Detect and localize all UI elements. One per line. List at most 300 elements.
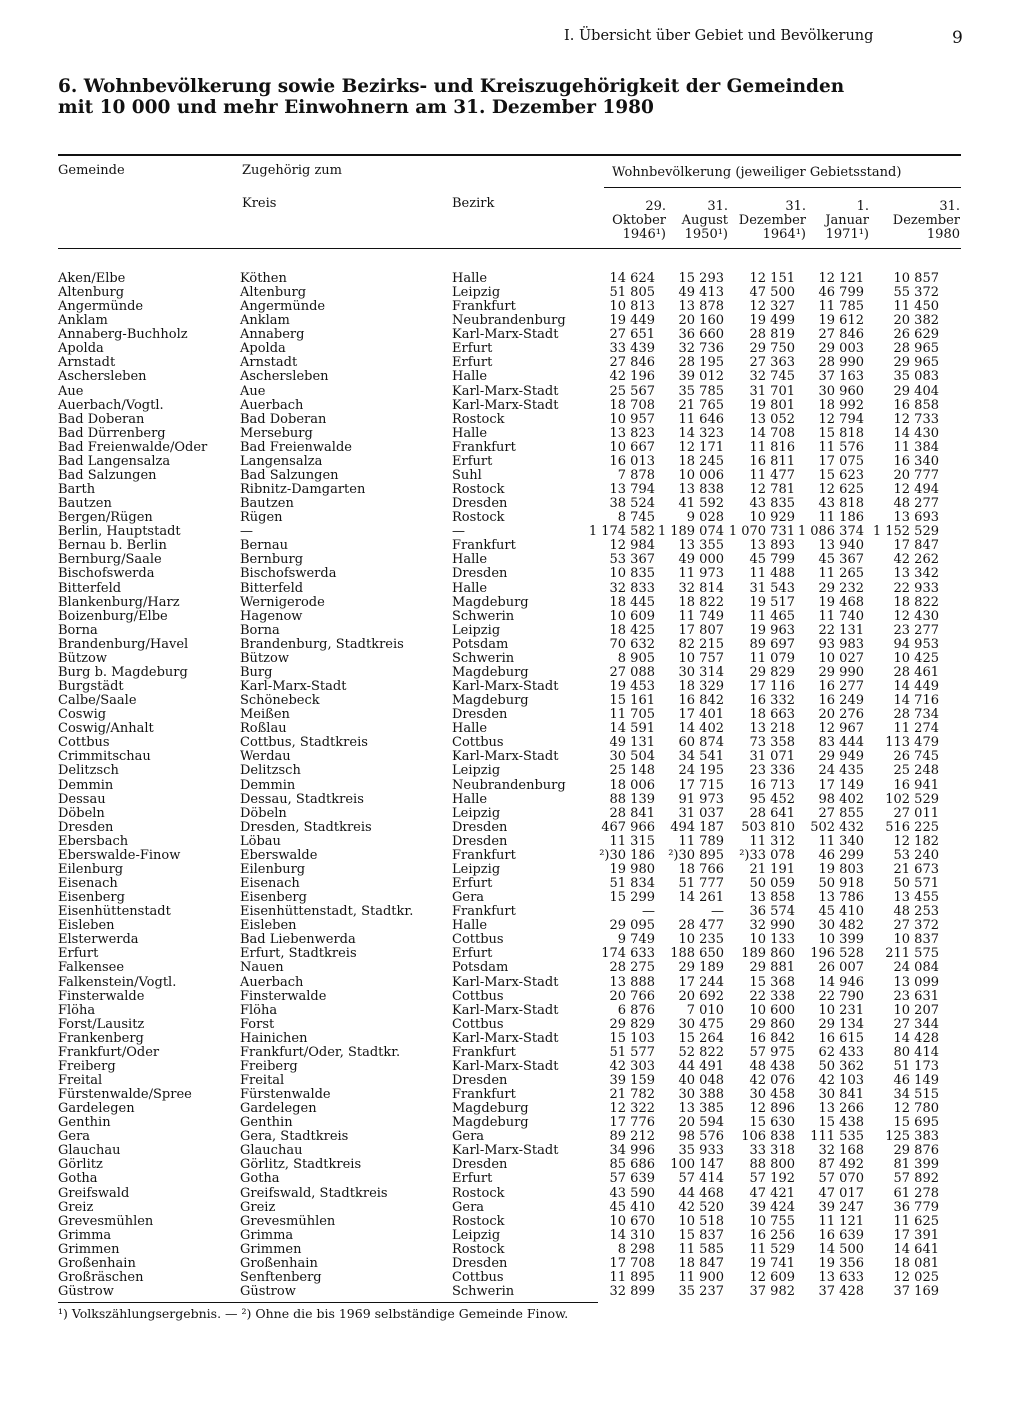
title-line-2: mit 10 000 und mehr Einwohnern am 31. Dezember 1980 <box>58 97 654 118</box>
cell-1964: 15 630 <box>749 1115 795 1131</box>
cell-1964: 32 990 <box>749 918 795 934</box>
cell-1971: 11 186 <box>818 510 864 526</box>
cell-1980: 14 641 <box>893 1241 939 1257</box>
cell-1964: 30 458 <box>749 1087 795 1103</box>
cell-gemeinde: Eberswalde-Finow <box>58 847 181 863</box>
cell-bezirk: Rostock <box>452 482 505 498</box>
cell-1971: 14 500 <box>818 1241 864 1257</box>
cell-1971: 87 492 <box>818 1157 864 1173</box>
cell-bezirk: Dresden <box>452 496 508 512</box>
header-bezirk: Bezirk <box>452 196 495 211</box>
cell-1971: 111 535 <box>810 1129 864 1145</box>
table-row <box>0 990 1024 1004</box>
cell-bezirk: Leipzig <box>452 285 501 301</box>
cell-1950: 1 189 074 <box>657 524 724 540</box>
cell-1971: 20 276 <box>818 707 864 723</box>
cell-kreis: Görlitz, Stadtkreis <box>240 1157 362 1173</box>
cell-gemeinde: Demmin <box>58 777 114 793</box>
cell-1950: 49 000 <box>678 552 724 568</box>
cell-1946: 18 445 <box>609 594 655 610</box>
cell-kreis: Rügen <box>240 510 283 526</box>
cell-1980: 125 383 <box>885 1129 939 1145</box>
cell-1980: 34 515 <box>893 1087 939 1103</box>
cell-gemeinde: Freiberg <box>58 1058 116 1074</box>
header-year-1971: 1. Januar 1971¹) <box>825 199 869 242</box>
cell-1946: 28 841 <box>609 805 655 821</box>
cell-bezirk: Erfurt <box>452 876 493 891</box>
cell-1946: 39 159 <box>609 1072 655 1088</box>
cell-gemeinde: Gardelegen <box>58 1101 135 1117</box>
table-row <box>0 947 1024 961</box>
cell-1950: 35 933 <box>678 1143 724 1159</box>
cell-1946: 467 966 <box>601 819 655 835</box>
header-bottom-rule <box>58 248 961 249</box>
cell-1964: 1 070 731 <box>728 524 795 540</box>
cell-1950: 7 010 <box>686 1002 724 1018</box>
cell-1950: 52 822 <box>678 1044 724 1060</box>
cell-1980: 18 081 <box>893 1255 939 1271</box>
cell-1980: 23 631 <box>893 988 939 1004</box>
cell-bezirk: Suhl <box>452 467 482 483</box>
table-row <box>0 779 1024 793</box>
cell-1946: 16 013 <box>609 453 655 469</box>
cell-gemeinde: Crimmitschau <box>58 749 151 765</box>
cell-gemeinde: Grimmen <box>58 1241 120 1257</box>
cell-1980: 29 404 <box>893 383 939 399</box>
cell-bezirk: Erfurt <box>452 946 493 962</box>
cell-1946: 28 275 <box>609 960 655 976</box>
cell-1946: 6 876 <box>617 1002 655 1018</box>
cell-1946: 25 567 <box>609 383 655 399</box>
cell-1980: 10 425 <box>893 650 939 666</box>
cell-gemeinde: Eilenburg <box>58 861 124 877</box>
cell-1946: 29 095 <box>609 918 655 934</box>
cell-1950: 29 189 <box>678 960 724 976</box>
cell-1950: 30 475 <box>678 1016 724 1032</box>
table-row <box>0 821 1024 835</box>
cell-kreis: — <box>240 524 253 540</box>
cell-1946: 89 212 <box>609 1129 655 1145</box>
cell-1946: 21 782 <box>609 1087 655 1103</box>
cell-1950: 51 777 <box>678 876 724 891</box>
cell-1980: 57 892 <box>893 1171 939 1187</box>
cell-gemeinde: Bad Langensalza <box>58 453 171 469</box>
cell-1946: 53 367 <box>609 552 655 568</box>
cell-kreis: Borna <box>240 622 280 638</box>
cell-kreis: Eberswalde <box>240 847 318 863</box>
cell-1964: 27 363 <box>749 355 795 371</box>
cell-gemeinde: Burg b. Magdeburg <box>58 664 188 680</box>
cell-1971: 39 247 <box>818 1199 864 1215</box>
cell-1950: 20 692 <box>678 988 724 1004</box>
cell-1980: 13 099 <box>893 974 939 990</box>
cell-1964: 21 191 <box>749 861 795 877</box>
cell-gemeinde: Arnstadt <box>58 355 116 371</box>
cell-kreis: Bad Freienwalde <box>240 439 352 455</box>
table-row <box>0 413 1024 427</box>
cell-1964: 13 858 <box>749 890 795 906</box>
cell-1964: 31 071 <box>749 749 795 765</box>
cell-1950: 44 468 <box>678 1185 724 1201</box>
cell-1980: 20 777 <box>893 467 939 483</box>
cell-1946: ²)30 186 <box>599 847 655 863</box>
cell-bezirk: Potsdam <box>452 636 509 652</box>
cell-1971: 22 131 <box>818 622 864 638</box>
cell-1964: 50 059 <box>749 876 795 891</box>
cell-1946: 10 609 <box>609 608 655 624</box>
cell-1946: 51 834 <box>609 876 655 891</box>
cell-1971: 13 633 <box>818 1269 864 1285</box>
cell-gemeinde: Frankenberg <box>58 1030 144 1046</box>
cell-1950: ²)30 895 <box>668 847 724 863</box>
table-row <box>0 427 1024 441</box>
table-row <box>0 596 1024 610</box>
table-row <box>0 905 1024 919</box>
cell-gemeinde: Brandenburg/Havel <box>58 636 189 652</box>
cell-1946: 88 139 <box>609 791 655 807</box>
cell-kreis: Aue <box>240 383 266 399</box>
cell-1964: 29 881 <box>749 960 795 976</box>
cell-1950: 28 195 <box>678 355 724 371</box>
cell-1971: 1 086 374 <box>797 524 864 540</box>
cell-1964: 88 800 <box>749 1157 795 1173</box>
header-year-1946: 29. Oktober 1946¹) <box>612 199 666 242</box>
cell-gemeinde: Großräschen <box>58 1269 144 1285</box>
cell-kreis: Glauchau <box>240 1143 303 1159</box>
header-wohnbevoelkerung: Wohnbevölkerung (jeweiliger Gebietsstand) <box>612 165 902 180</box>
cell-bezirk: Schwerin <box>452 650 515 666</box>
cell-1964: 18 663 <box>749 707 795 723</box>
cell-1964: 11 488 <box>749 566 795 582</box>
cell-kreis: Flöha <box>240 1002 278 1018</box>
cell-bezirk: Cottbus <box>452 988 504 1004</box>
cell-1980: 26 629 <box>893 327 939 343</box>
cell-1946: 34 996 <box>609 1143 655 1159</box>
cell-1971: 30 482 <box>818 918 864 934</box>
cell-gemeinde: Barth <box>58 482 96 498</box>
cell-1971: 16 249 <box>818 693 864 709</box>
cell-gemeinde: Eisenhüttenstadt <box>58 904 171 920</box>
cell-1971: 30 841 <box>818 1087 864 1103</box>
table-row <box>0 1032 1024 1046</box>
table-row <box>0 919 1024 933</box>
cell-1980: 11 274 <box>893 721 939 737</box>
cell-1946: 18 006 <box>609 777 655 793</box>
cell-1946: 33 439 <box>609 341 655 357</box>
cell-kreis: Cottbus, Stadtkreis <box>240 735 368 751</box>
cell-1971: 17 075 <box>818 453 864 469</box>
cell-1971: 19 468 <box>818 594 864 610</box>
cell-kreis: Aschersleben <box>240 369 329 385</box>
cell-bezirk: Frankfurt <box>452 299 516 315</box>
cell-bezirk: Frankfurt <box>452 538 516 554</box>
cell-1950: 36 660 <box>678 327 724 343</box>
cell-1980: 26 745 <box>893 749 939 765</box>
cell-1964: 33 318 <box>749 1143 795 1159</box>
table-row <box>0 1201 1024 1215</box>
table-row <box>0 835 1024 849</box>
cell-1971: 42 103 <box>818 1072 864 1088</box>
cell-gemeinde: Eisenberg <box>58 890 125 906</box>
cell-gemeinde: Bad Freienwalde/Oder <box>58 439 208 455</box>
cell-1964: 95 452 <box>749 791 795 807</box>
cell-1950: 98 576 <box>678 1129 724 1145</box>
cell-1971: 19 612 <box>818 313 864 329</box>
table-row <box>0 1018 1024 1032</box>
cell-bezirk: Karl-Marx-Stadt <box>452 1058 559 1074</box>
cell-1964: 48 438 <box>749 1058 795 1074</box>
cell-1971: 28 990 <box>818 355 864 371</box>
cell-kreis: Auerbach <box>240 397 304 413</box>
header-year-1950: 31. August 1950¹) <box>681 199 728 242</box>
cell-1950: 16 842 <box>678 693 724 709</box>
table-row <box>0 877 1024 891</box>
cell-1964: 13 052 <box>749 411 795 427</box>
cell-1964: 12 151 <box>749 271 795 286</box>
cell-kreis: Hainichen <box>240 1030 308 1046</box>
cell-bezirk: Rostock <box>452 1241 505 1257</box>
cell-1950: 17 244 <box>678 974 724 990</box>
cell-1971: 30 960 <box>818 383 864 399</box>
cell-1950: 10 757 <box>678 650 724 666</box>
cell-1950: 10 518 <box>678 1213 724 1229</box>
cell-1980: 516 225 <box>885 819 939 835</box>
cell-1950: 60 874 <box>678 735 724 751</box>
cell-1980: 14 430 <box>893 425 939 441</box>
cell-1950: 35 785 <box>678 383 724 399</box>
cell-kreis: Frankfurt/Oder, Stadtkr. <box>240 1044 401 1060</box>
cell-gemeinde: Angermünde <box>58 299 144 315</box>
cell-bezirk: Rostock <box>452 1213 505 1229</box>
cell-bezirk: Rostock <box>452 510 505 526</box>
cell-1950: 14 402 <box>678 721 724 737</box>
cell-bezirk: Karl-Marx-Stadt <box>452 1030 559 1046</box>
header-subrule <box>604 187 961 188</box>
cell-gemeinde: Bad Dürrenberg <box>58 425 166 441</box>
table-row <box>0 1144 1024 1158</box>
cell-1980: 12 733 <box>893 411 939 427</box>
cell-1946: 17 708 <box>609 1255 655 1271</box>
header-gemeinde: Gemeinde <box>58 163 125 178</box>
cell-bezirk: Frankfurt <box>452 904 516 920</box>
cell-kreis: Dessau, Stadtkreis <box>240 791 364 807</box>
cell-1946: 13 794 <box>609 482 655 498</box>
cell-1946: 19 449 <box>609 313 655 329</box>
cell-1980: 10 857 <box>893 271 939 286</box>
cell-gemeinde: Flöha <box>58 1002 96 1018</box>
cell-1950: 14 261 <box>678 890 724 906</box>
cell-1964: 31 701 <box>749 383 795 399</box>
cell-bezirk: Rostock <box>452 411 505 427</box>
cell-gemeinde: Cottbus <box>58 735 110 751</box>
cell-1980: 53 240 <box>893 847 939 863</box>
cell-kreis: Greiz <box>240 1199 276 1215</box>
cell-1964: 36 574 <box>749 904 795 920</box>
cell-gemeinde: Anklam <box>58 313 108 329</box>
cell-1964: 12 327 <box>749 299 795 315</box>
cell-gemeinde: Dresden <box>58 819 114 835</box>
cell-1964: 17 116 <box>749 679 795 695</box>
cell-1971: 83 444 <box>818 735 864 751</box>
cell-1971: 43 818 <box>818 496 864 512</box>
cell-gemeinde: Bergen/Rügen <box>58 510 153 526</box>
cell-1980: 12 430 <box>893 608 939 624</box>
cell-1950: 11 585 <box>678 1241 724 1257</box>
cell-1980: 10 837 <box>893 932 939 948</box>
cell-1964: 39 424 <box>749 1199 795 1215</box>
table-title <box>58 76 958 118</box>
cell-1950: 18 847 <box>678 1255 724 1271</box>
cell-1980: 14 449 <box>893 679 939 695</box>
cell-gemeinde: Bischofswerda <box>58 566 155 582</box>
cell-1971: 502 432 <box>810 819 864 835</box>
cell-1980: 24 084 <box>893 960 939 976</box>
table-row <box>0 610 1024 624</box>
cell-bezirk: Rostock <box>452 1185 505 1201</box>
cell-kreis: Senftenberg <box>240 1269 322 1285</box>
cell-gemeinde: Apolda <box>58 341 104 357</box>
cell-1980: 61 278 <box>893 1185 939 1201</box>
cell-1964: 42 076 <box>749 1072 795 1088</box>
cell-1950: 44 491 <box>678 1058 724 1074</box>
cell-1971: 26 007 <box>818 960 864 976</box>
cell-1950: 15 264 <box>678 1030 724 1046</box>
cell-1964: 57 192 <box>749 1171 795 1187</box>
cell-1950: 10 235 <box>678 932 724 948</box>
cell-1964: 503 810 <box>741 819 795 835</box>
cell-1980: 51 173 <box>893 1058 939 1074</box>
cell-1950: 28 477 <box>678 918 724 934</box>
cell-gemeinde: Coswig/Anhalt <box>58 721 154 737</box>
cell-1964: 47 500 <box>749 285 795 301</box>
cell-kreis: Erfurt, Stadtkreis <box>240 946 357 962</box>
cell-1946: 57 639 <box>609 1171 655 1187</box>
cell-bezirk: Halle <box>452 425 488 441</box>
cell-kreis: Grimma <box>240 1227 294 1243</box>
cell-gemeinde: Falkensee <box>58 960 125 976</box>
cell-1950: 35 237 <box>678 1284 724 1300</box>
cell-1971: 29 134 <box>818 1016 864 1032</box>
cell-1946: 85 686 <box>609 1157 655 1173</box>
cell-kreis: Gera, Stadtkreis <box>240 1129 349 1145</box>
cell-1980: 11 384 <box>893 439 939 455</box>
cell-1980: 48 253 <box>893 904 939 920</box>
cell-gemeinde: Genthin <box>58 1115 111 1131</box>
cell-1971: 19 356 <box>818 1255 864 1271</box>
cell-1971: 11 340 <box>818 833 864 849</box>
cell-1946: 19 453 <box>609 679 655 695</box>
cell-1950: 32 736 <box>678 341 724 357</box>
table-row <box>0 764 1024 778</box>
table-row <box>0 539 1024 553</box>
cell-1964: 73 358 <box>749 735 795 751</box>
cell-bezirk: Leipzig <box>452 861 501 877</box>
cell-1946: 19 980 <box>609 861 655 877</box>
cell-1950: 18 329 <box>678 679 724 695</box>
cell-gemeinde: Annaberg-Buchholz <box>58 327 188 343</box>
table-row <box>0 708 1024 722</box>
table-row <box>0 582 1024 596</box>
table-row <box>0 525 1024 539</box>
cell-kreis: Bernburg <box>240 552 304 568</box>
cell-kreis: Roßlau <box>240 721 287 737</box>
cell-gemeinde: Bitterfeld <box>58 580 122 596</box>
footnote: ¹) Volkszählungsergebnis. — ²) Ohne die bis 1969 selbständige Gemeinde Finow. <box>58 1306 569 1321</box>
cell-bezirk: Schwerin <box>452 1284 515 1300</box>
cell-bezirk: Leipzig <box>452 1227 501 1243</box>
cell-gemeinde: Bernau b. Berlin <box>58 538 167 554</box>
cell-1964: 19 517 <box>749 594 795 610</box>
cell-1971: 13 786 <box>818 890 864 906</box>
header-zugehoerig: Zugehörig zum <box>242 163 342 178</box>
cell-1946: 13 823 <box>609 425 655 441</box>
cell-kreis: Burg <box>240 664 273 680</box>
cell-gemeinde: Blankenburg/Harz <box>58 594 180 610</box>
cell-gemeinde: Bautzen <box>58 496 112 512</box>
cell-1950: 494 187 <box>670 819 724 835</box>
cell-kreis: Großenhain <box>240 1255 318 1271</box>
cell-kreis: Auerbach <box>240 974 304 990</box>
cell-1964: 45 799 <box>749 552 795 568</box>
cell-1971: 14 946 <box>818 974 864 990</box>
table-row <box>0 441 1024 455</box>
cell-1971: 15 623 <box>818 467 864 483</box>
cell-bezirk: Gera <box>452 1129 485 1145</box>
cell-1964: 14 708 <box>749 425 795 441</box>
cell-1971: 29 990 <box>818 664 864 680</box>
cell-kreis: Langensalza <box>240 453 323 469</box>
cell-1950: 188 650 <box>670 946 724 962</box>
cell-1964: 11 312 <box>749 833 795 849</box>
cell-1980: 94 953 <box>893 636 939 652</box>
cell-gemeinde: Güstrow <box>58 1284 114 1300</box>
cell-1980: 15 695 <box>893 1115 939 1131</box>
cell-1971: 45 410 <box>818 904 864 920</box>
cell-gemeinde: Boizenburg/Elbe <box>58 608 168 624</box>
cell-bezirk: Cottbus <box>452 932 504 948</box>
cell-1964: 16 256 <box>749 1227 795 1243</box>
cell-1971: 11 740 <box>818 608 864 624</box>
cell-kreis: Angermünde <box>240 299 326 315</box>
cell-1971: 15 438 <box>818 1115 864 1131</box>
cell-gemeinde: Grimma <box>58 1227 112 1243</box>
table-row <box>0 314 1024 328</box>
cell-bezirk: Frankfurt <box>452 847 516 863</box>
cell-1964: 57 975 <box>749 1044 795 1060</box>
cell-1980: 23 277 <box>893 622 939 638</box>
table-row <box>0 1271 1024 1285</box>
cell-1964: 19 801 <box>749 397 795 413</box>
cell-1980: 20 382 <box>893 313 939 329</box>
header-year-1980: 31. Dezember 1980 <box>892 199 960 242</box>
cell-kreis: Dresden, Stadtkreis <box>240 819 372 835</box>
cell-kreis: Genthin <box>240 1115 293 1131</box>
cell-kreis: Fürstenwalde <box>240 1087 331 1103</box>
cell-kreis: Döbeln <box>240 805 287 821</box>
table-row <box>0 469 1024 483</box>
cell-1946: 8 905 <box>617 650 655 666</box>
cell-1971: 18 992 <box>818 397 864 413</box>
cell-gemeinde: Grevesmühlen <box>58 1213 154 1229</box>
table-row <box>0 680 1024 694</box>
cell-1950: 57 414 <box>678 1171 724 1187</box>
cell-1964: 11 465 <box>749 608 795 624</box>
cell-1950: 100 147 <box>670 1157 724 1173</box>
cell-1946: 27 846 <box>609 355 655 371</box>
cell-1980: 13 455 <box>893 890 939 906</box>
cell-gemeinde: Calbe/Saale <box>58 693 137 709</box>
cell-1980: 50 571 <box>893 876 939 891</box>
